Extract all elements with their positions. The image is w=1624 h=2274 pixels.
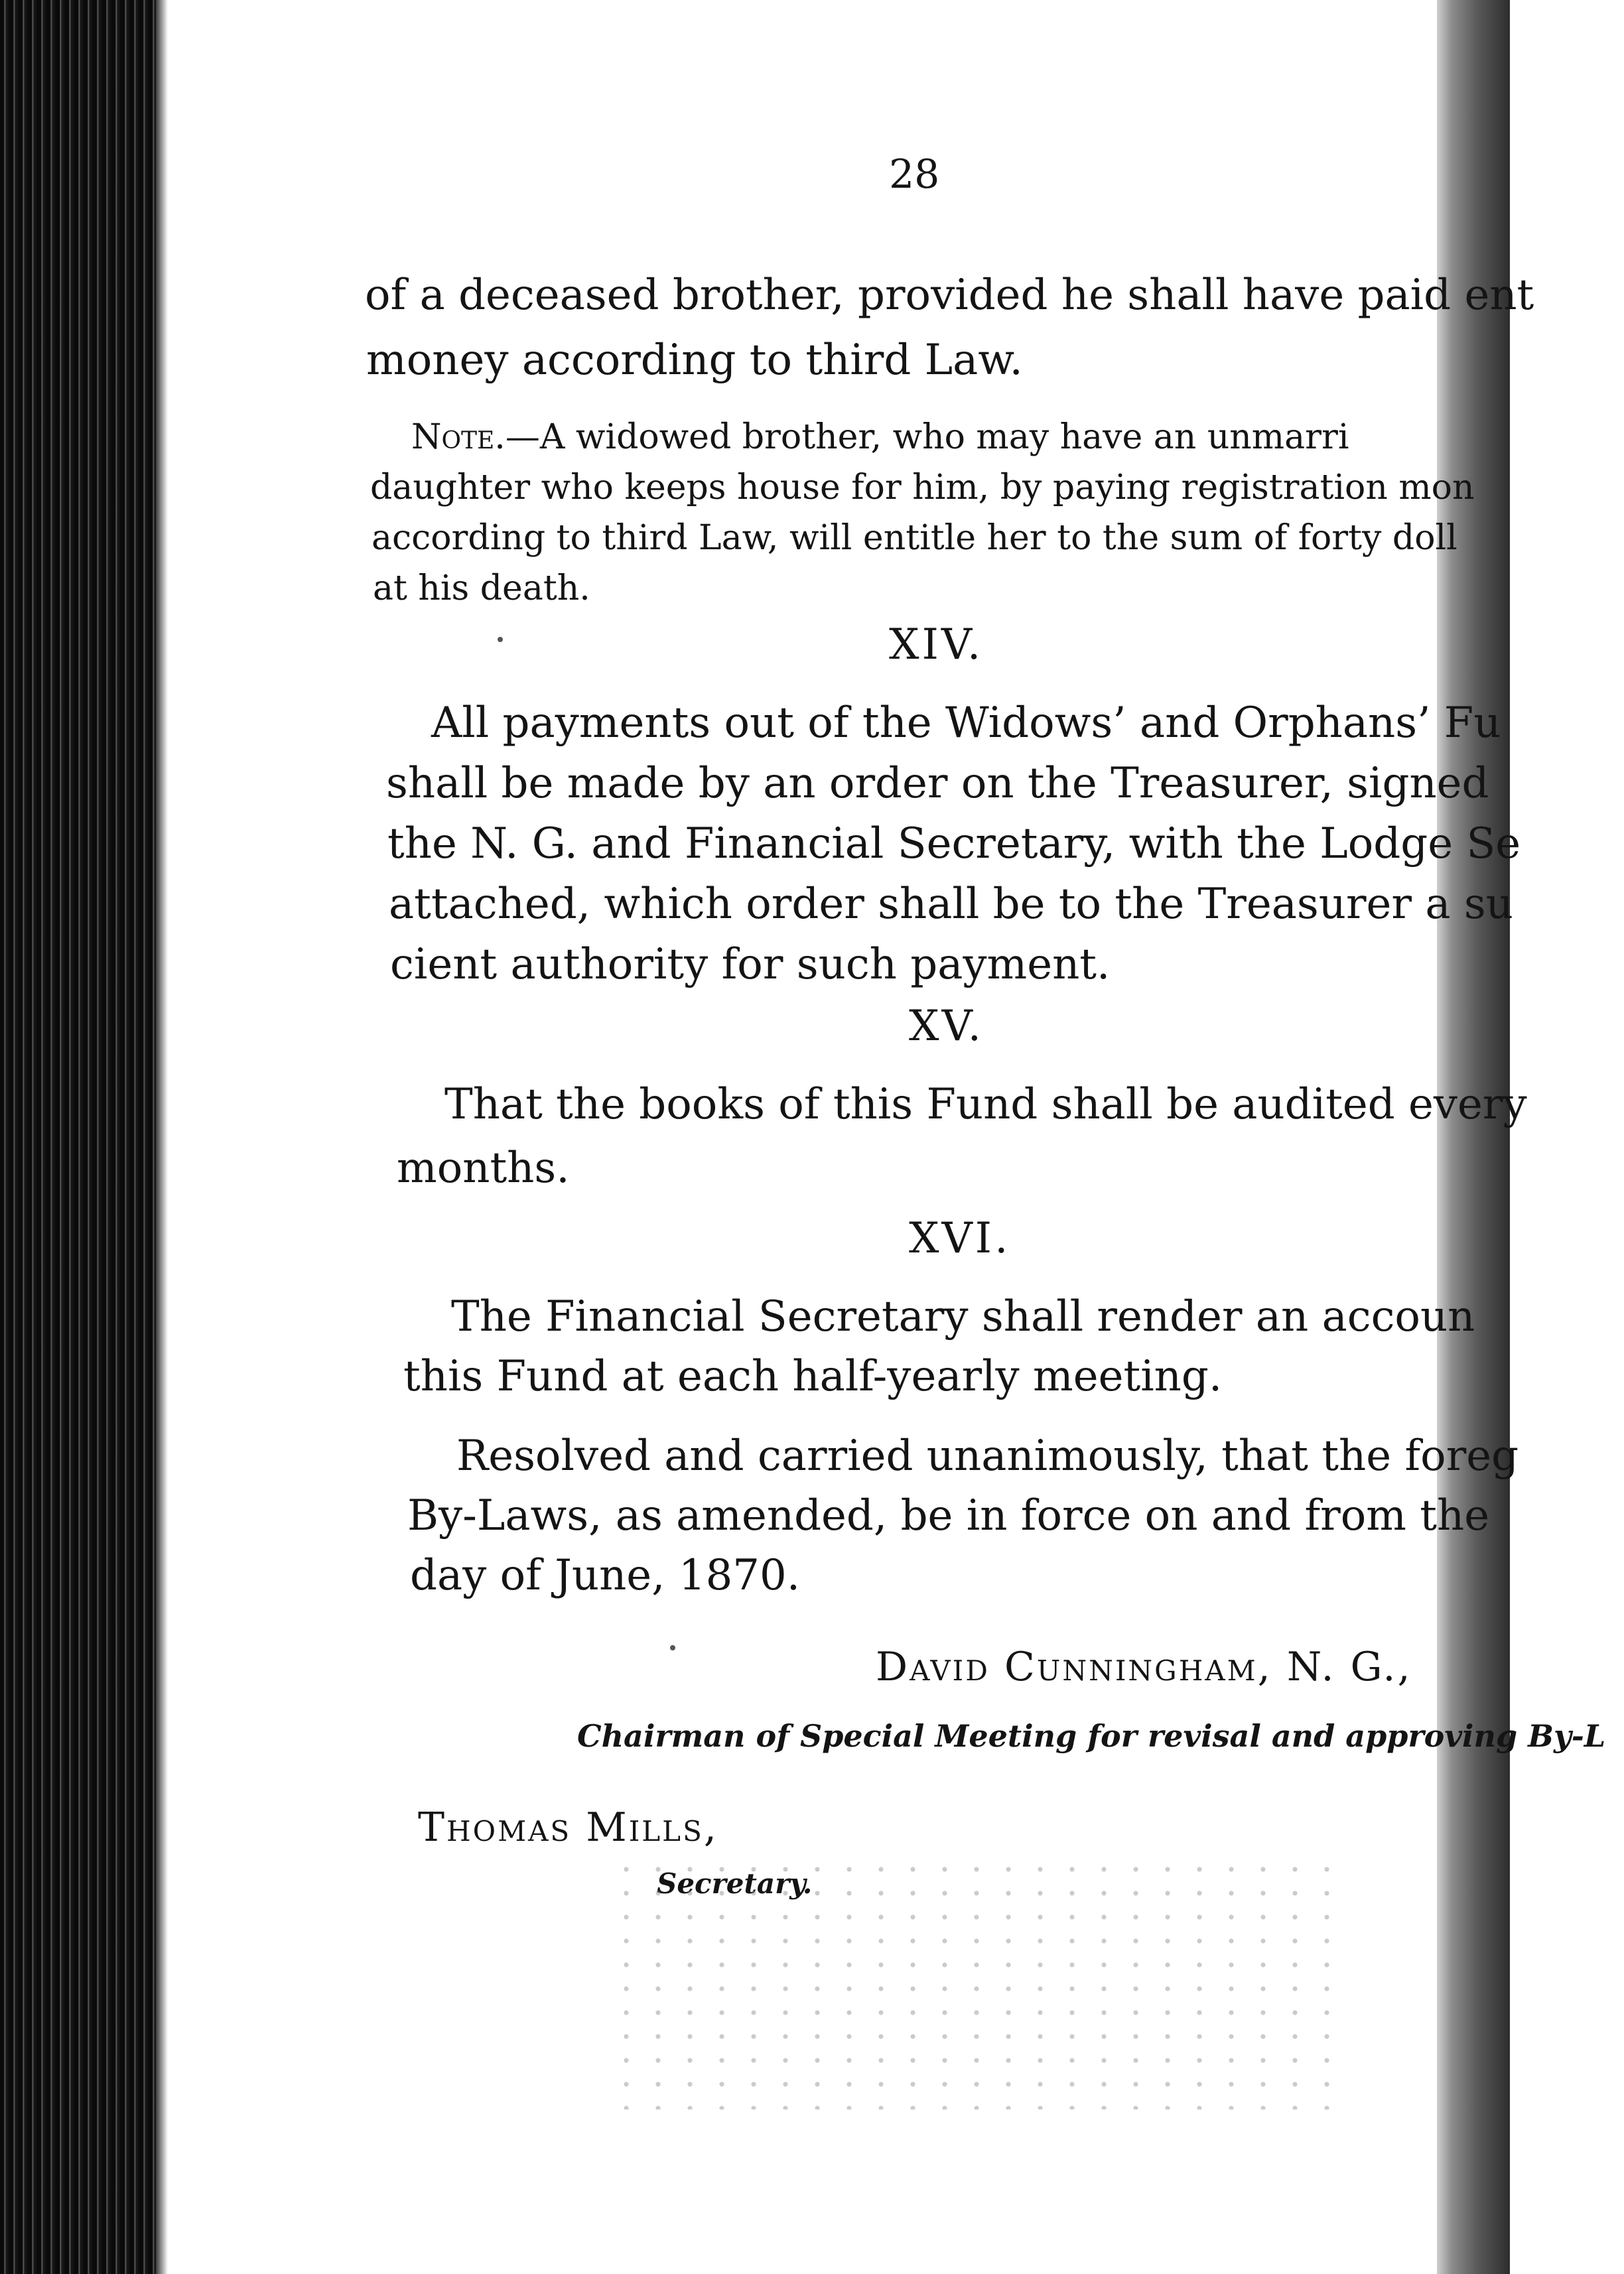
- book-binding-edge: [0, 0, 156, 2274]
- print-speck: [498, 637, 503, 642]
- book-page: [358, 0, 1606, 2274]
- text-line: All payments out of the Widows’ and Orphans’ Fu: [431, 699, 1501, 748]
- page-number: 28: [889, 151, 940, 198]
- secretary-role: Secretary.: [657, 1867, 813, 1900]
- note-line: [411, 411, 1579, 463]
- text-line: attached, which order shall be to the Treasurer a su: [389, 880, 1513, 929]
- note-line: daughter who keeps house for him, by paying registration mon: [370, 468, 1475, 507]
- text-line: cient authority for such payment.: [390, 940, 1111, 989]
- bleed-through-dots: [610, 1857, 1340, 2109]
- text-line: this Fund at each half-yearly meeting.: [403, 1352, 1223, 1401]
- print-speck: [670, 1645, 675, 1650]
- signatory-role: Chairman of Special Meeting for revisal and approving By-L: [577, 1718, 1606, 1754]
- section-heading: XVI.: [909, 1214, 1011, 1263]
- text-line: Resolved and carried unanimously, that the foreg: [456, 1432, 1519, 1481]
- text-line: shall be made by an order on the Treasurer, signed: [386, 759, 1489, 808]
- section-heading: XV.: [909, 1002, 984, 1051]
- note-text: —A widowed brother, who may have an unmarri: [505, 417, 1349, 457]
- text-line: months.: [397, 1144, 570, 1193]
- text-line: The Financial Secretary shall render an accoun: [451, 1292, 1475, 1341]
- text-line: money according to third Law.: [366, 336, 1023, 385]
- note-line: according to third Law, will entitle her to the sum of forty doll: [372, 518, 1457, 558]
- text-line: By-Laws, as amended, be in force on and from the: [407, 1491, 1490, 1540]
- text-line: day of June, 1870.: [410, 1551, 801, 1600]
- section-heading: XIV.: [889, 620, 984, 669]
- text-line: the N. G. and Financial Secretary, with the Lodge Se: [387, 819, 1521, 868]
- text-line: of a deceased brother, provided he shall have paid ent: [365, 271, 1534, 320]
- signatory-name: David Cunningham, N. G.,: [876, 1644, 1412, 1690]
- secretary-name: Thomas Mills,: [418, 1804, 718, 1851]
- note-line: at his death.: [373, 568, 590, 608]
- note-label: Note.: [411, 417, 506, 457]
- text-line: That the books of this Fund shall be audited every: [444, 1080, 1527, 1129]
